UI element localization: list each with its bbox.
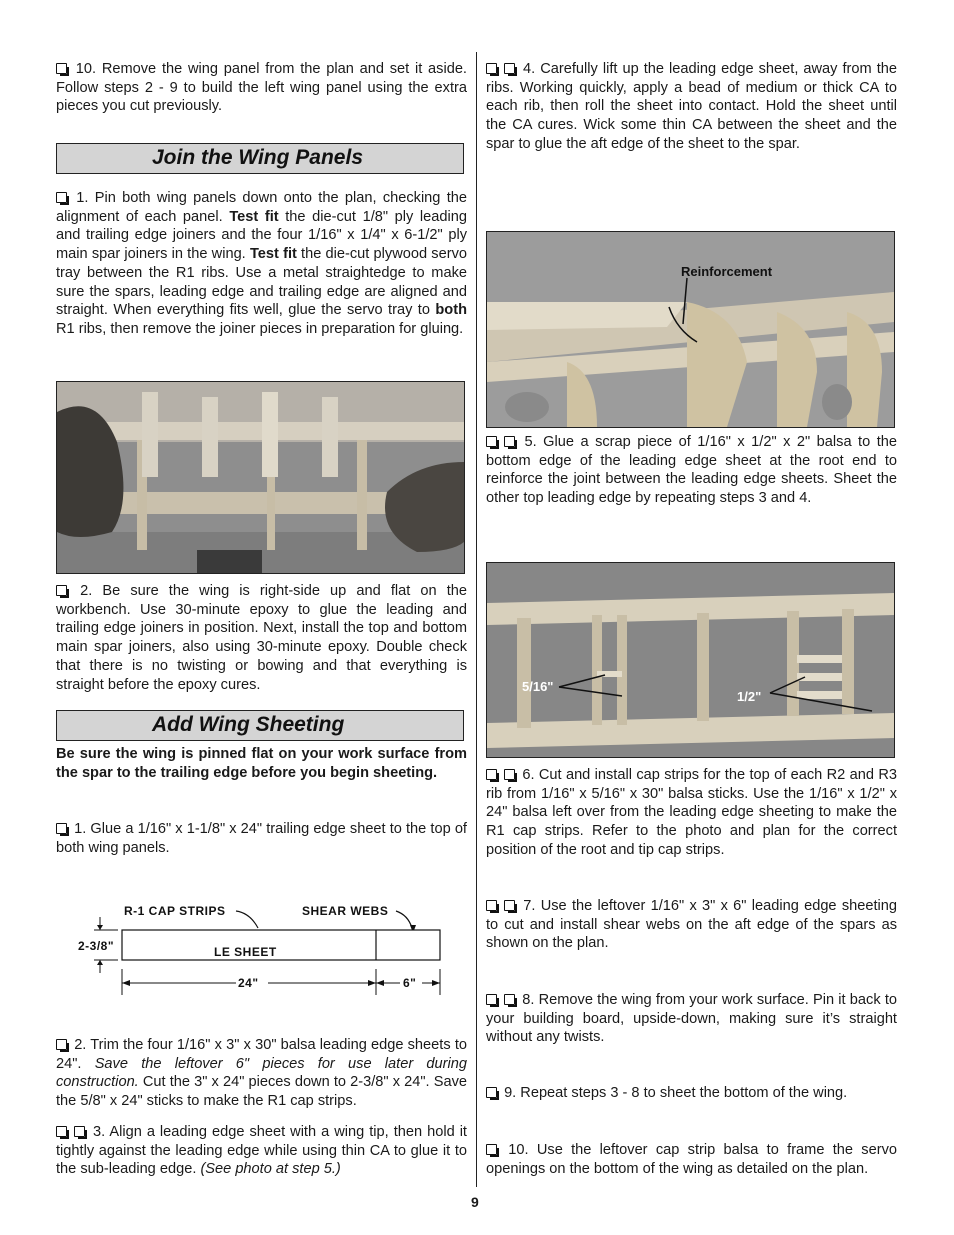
checkbox-icon[interactable] [504, 63, 515, 74]
checkbox-icon[interactable] [486, 769, 497, 780]
label-reinforcement: Reinforcement [681, 264, 773, 279]
sheet-step-8: 8. Remove the wing from your work surface. Pin it back to your building board, upside-down, making sure it’s straight without any twists. [486, 992, 897, 1046]
checkbox-icon[interactable] [56, 585, 67, 596]
le-sheet-diagram [70, 895, 450, 995]
checkbox-icon[interactable] [504, 900, 515, 911]
checkbox-icon[interactable] [56, 192, 67, 203]
photo-clamped-wing-joint [56, 381, 465, 574]
checkbox-icon[interactable] [56, 63, 67, 74]
sheet-step-4: 4. Carefully lift up the leading edge sheet, away from the ribs. Working quickly, apply a bead of medium or thick CA to each rib, then roll the sheet into contact. Hold the sheet until the CA cures. Wick some thin CA between the sheet and the spar to glue the aft edge of the sheet to the spar. [486, 61, 897, 152]
section-heading-add-sheeting: Add Wing Sheeting [56, 710, 464, 741]
checkbox-icon[interactable] [74, 1126, 85, 1137]
step-10-remove-wing: 10. Remove the wing panel from the plan and set it aside. Follow steps 2 - 9 to build the left wing panel using the extra pieces you cut previously. [56, 61, 467, 115]
checkbox-icon[interactable] [486, 63, 497, 74]
sheet-step-7: 7. Use the leftover 1/16" x 3" x 6" leading edge sheeting to cut and install shear webs on the aft edge of the spars as shown on the plan. [486, 898, 897, 952]
checkbox-icon[interactable] [486, 1087, 497, 1098]
checkbox-icon[interactable] [486, 900, 497, 911]
sheet-step-5: 5. Glue a scrap piece of 1/16" x 1/2" x 2" balsa to the bottom edge of the leading edge sheet at the root end to reinforce the joint between the leading edge sheets. Sheet the other top leading edge by repeating steps 3 and 4. [486, 434, 898, 507]
checkbox-icon[interactable] [56, 1039, 67, 1050]
label-length-24: 24" [238, 976, 259, 990]
sheet-step-6: 6. Cut and install cap strips for the top of each R2 and R3 rib from 1/16" x 5/16" x 30" balsa sticks. Use the 1/16" x 1/2" x 24" balsa left over from the leading edge sheeting to make the R1 cap strips. Refer to the photo and plan for the correct position of the root and tip cap strips. [486, 767, 897, 858]
join-step-2: 2. Be sure the wing is right-side up and flat on the workbench. Use 30-minute epoxy to glue the leading and trailing edge joiners in position. Next, install the top and bottom main spar joiners, also using 30-minute epoxy. Double check that there is no twisting or bowing and that everything is straight before the epoxy cures. [56, 583, 467, 693]
sheet-step-2: 2. Trim the four 1/16" x 3" x 30" balsa leading edge sheets to 24". Save the leftover 6" pieces for use later during construction. Cut the 3" x 24" pieces down to 2-3/8" x 24". Save the 5/8" x 24" sticks to make the R1 cap strips. [56, 1037, 467, 1110]
label-cap-strips: R-1 CAP STRIPS [124, 904, 226, 918]
sheet-step-10: 10. Use the leftover cap strip balsa to frame the servo openings on the bottom of the wing as detailed on the plan. [486, 1142, 897, 1177]
label-shear-webs: SHEAR WEBS [302, 904, 389, 918]
checkbox-icon[interactable] [504, 994, 515, 1005]
checkbox-icon[interactable] [56, 823, 67, 834]
checkbox-icon[interactable] [486, 436, 497, 447]
column-divider [476, 52, 477, 1187]
photo-cap-strips [486, 562, 895, 758]
section-heading-join-wing: Join the Wing Panels [56, 143, 464, 174]
checkbox-icon[interactable] [486, 994, 497, 1005]
label-height: 2-3/8" [78, 939, 115, 953]
checkbox-icon[interactable] [504, 436, 515, 447]
label-length-6: 6" [403, 976, 417, 990]
checkbox-icon[interactable] [486, 1144, 497, 1155]
sheet-step-3: 3. Align a leading edge sheet with a wing tip, then hold it tightly against the leading edge while using thin CA to glue it to the sub-leading edge. (See photo at step 5.) [56, 1124, 467, 1178]
sheet-step-9: 9. Repeat steps 3 - 8 to sheet the bottom of the wing. [486, 1084, 897, 1103]
sheeting-intro-note: Be sure the wing is pinned flat on your work surface from the spar to the trailing edge before you begin sheeting. [56, 746, 467, 781]
label-1-2: 1/2" [737, 689, 762, 704]
join-step-1: 1. Pin both wing panels down onto the plan, checking the alignment of each panel. Test fit the die-cut 1/8" ply leading and trailing edge joiners and the four 1/16" x 1/4" x 6-1/2" ply main spar joiners in the wing. Test fit the die-cut plywood servo tray between the R1 ribs. Use a metal straightedge to make sure the spars, leading edge and trailing edge are aligned and straight. When everything fits well, glue the servo tray to both R1 ribs, then remove the joiner pieces in preparation for gluing. [56, 190, 467, 337]
label-le-sheet: LE SHEET [214, 945, 277, 959]
page-number: 9 [471, 1194, 479, 1210]
sheet-step-1: 1. Glue a 1/16" x 1-1/8" x 24" trailing edge sheet to the top of both wing panels. [56, 821, 467, 856]
label-5-16: 5/16" [522, 679, 554, 694]
photo-reinforcement [486, 231, 895, 428]
checkbox-icon[interactable] [504, 769, 515, 780]
checkbox-icon[interactable] [56, 1126, 67, 1137]
